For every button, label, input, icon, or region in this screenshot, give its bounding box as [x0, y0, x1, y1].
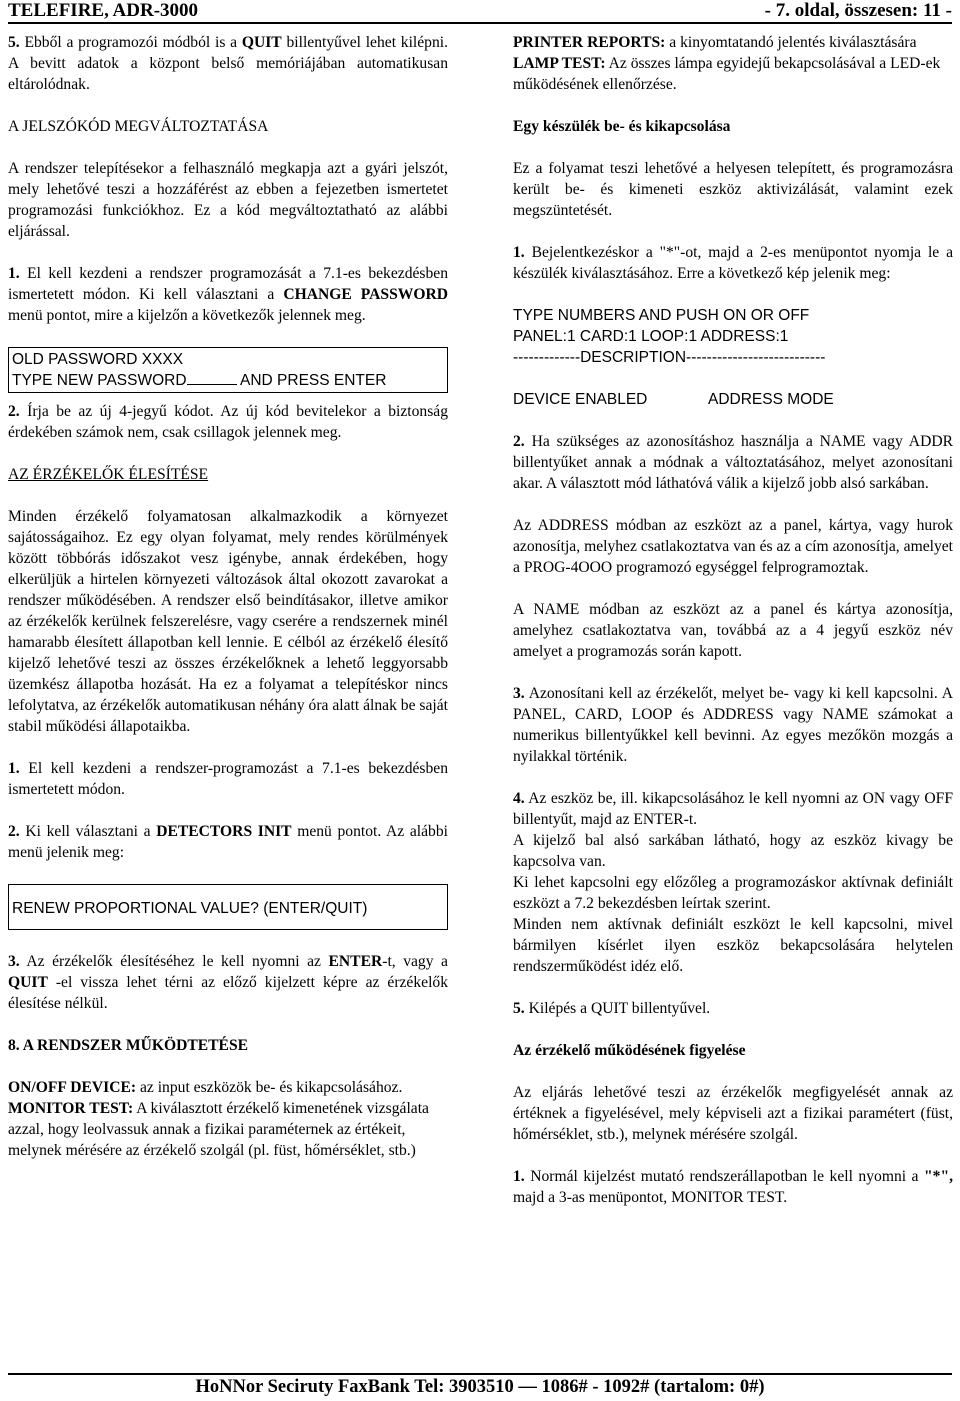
right-column	[513, 32, 953, 1229]
item-lamp-test: LAMP TEST: Az összes lámpa egyidejű bekapcsolásával a LED-ek működésének ellenőrzése.	[513, 55, 941, 93]
paragraph-address-mode: Az ADDRESS módban az eszközt az a panel, kártya, vagy hurok azonosítja, melyhez csatlakoztatva van és az a cím azonosítja, amelyet a PROG-4OOO programozó egységgel felprogramoztak.	[513, 517, 953, 576]
header-document-title: TELEFIRE, ADR-3000	[8, 0, 199, 21]
page-header	[8, 0, 952, 24]
heading-detector-monitor: Az érzékelő működésének figyelése	[513, 1042, 746, 1059]
blank-line	[187, 370, 237, 385]
paragraph-password-intro: A rendszer telepítésekor a felhasználó megkapja azt a gyári jelszót, mely lehetővé teszi a hozzáférést az ebben a fejezetben ismertetet programozási funkciókhoz. Ez a kód megváltoztatható az alábbi eljárással.	[8, 160, 448, 240]
paragraph-quit: 5. Ebből a programozói módból is a QUIT billentyűvel lehet kilépni. A bevitt adatok a központ belső memóriájában automatikusan eltárolódnak.	[8, 34, 448, 93]
step-4-note-display: A kijelző bal alsó sarkában látható, hogy az eszköz kivagy be kapcsolva van.	[513, 832, 953, 870]
step-3-device: 3. Azonosítani kell az érzékelőt, melyet be- vagy ki kell kapcsolni. A PANEL, CARD, LOOP és ADDRESS vagy NAME számokat a numerikus billentyűkkel kell bevinni. Az egyes mezőkön mozgás a nyilakkal történik.	[513, 685, 953, 765]
step-5-device: 5. Kilépés a QUIT billentyűvel.	[513, 1000, 711, 1017]
heading-system-operation: 8. A RENDSZER MŰKÖDTETÉSE	[8, 1037, 249, 1054]
display-box-renew: RENEW PROPORTIONAL VALUE? (ENTER/QUIT)	[8, 884, 448, 930]
display-device-screen: TYPE NUMBERS AND PUSH ON OR OFF PANEL:1 CARD:1 LOOP:1 ADDRESS:1 -------------DESCRIPTION--------------------------- DEVICE ENABLED ADDRESS MODE	[513, 307, 834, 408]
step-4-note-disable: Ki lehet kapcsolni egy előzőleg a programozáskor aktívnak definiált eszközt a 7.2 bekezdésben leírtak szerint.	[513, 874, 953, 912]
page-footer: HoNNor Seciruty FaxBank Tel: 3903510 — 1086# - 1092# (tartalom: 0#)	[8, 1373, 952, 1401]
heading-detector-init: AZ ÉRZÉKELŐK ÉLESÍTÉSE	[8, 466, 209, 483]
step-2-device: 2. Ha szükséges az azonosításhoz használja a NAME vagy ADDR billentyűket annak a módnak a változtatásához, melyet azonosítani akar. A választott mód láthatóvá válik a kijelző jobb alsó sarkában.	[513, 433, 953, 492]
paragraph-name-mode: A NAME módban az eszközt az a panel és kártya azonosítja, amelyhez csatlakoztatva van, továbbá az a 4 jegyű eszköz név amelyet a programozás során kapott.	[513, 601, 953, 660]
heading-password-change: A JELSZÓKÓD MEGVÁLTOZTATÁSA	[8, 118, 269, 135]
paragraph-detector-monitor: Az eljárás lehetővé teszi az érzékelők megfigyelését annak az értéknek a figyelésével, mely képviseli azt a fizikai paramétert (füst, hőmérséklet, stb.), melynek mérésére szolgál.	[513, 1084, 953, 1143]
step-4-device: 4. Az eszköz be, ill. kikapcsolásához le kell nyomni az ON vagy OFF billentyűt, majd az ENTER-t.	[513, 790, 953, 828]
step-1-device: 1. Bejelentkezéskor a "*"-ot, majd a 2-es menüpontot nyomja le a készülék kiválasztásához. Erre a következő kép jelenik meg:	[513, 244, 953, 282]
step-1-password: 1. El kell kezdeni a rendszer programozását a 7.1-es bekezdésben ismertetett módon. Ki kell választani a CHANGE PASSWORD menü pontot, mire a kijelzőn a következők jelennek meg.	[8, 265, 448, 324]
item-onoff-device: ON/OFF DEVICE: az input eszközök be- és kikapcsolásához.	[8, 1079, 403, 1096]
step-1-monitor: 1. Normál kijelzést mutató rendszerállapotban le kell nyomni a "*", majd a 3-as menüpontot, MONITOR TEST.	[513, 1168, 953, 1206]
heading-device-onoff: Egy készülék be- és kikapcsolása	[513, 118, 731, 135]
display-box-password: OLD PASSWORD XXXX TYPE NEW PASSWORD AND PRESS ENTER	[8, 347, 448, 393]
step-4-note-warning: Minden nem aktívnak definiált eszközt le kell kapcsolni, mivel bármilyen kísérlet ilyen eszköz bekapcsolására helytelen rendszerműködést idéz elő.	[513, 916, 953, 975]
step-3-detector: 3. Az érzékelők élesítéséhez le kell nyomni az ENTER-t, vagy a QUIT -el vissza lehet térni az előző kijelzett képre az érzékelők élesítése nélkül.	[8, 953, 448, 1012]
left-column	[8, 32, 448, 1161]
item-monitor-test: MONITOR TEST: A kiválasztott érzékelő kimenetének vizsgálata azzal, hogy leolvassuk annak a fizikai paraméternek az értékeit, melynek mérésére az érzékelő szolgál (pl. füst, hőmérséklet, stb.)	[8, 1100, 429, 1159]
header-page-number: - 7. oldal, összesen: 11 -	[764, 0, 952, 21]
step-2-password: 2. Írja be az új 4-jegyű kódot. Az új kód bevitelekor a biztonság érdekében számok nem, csak csillagok jelennek meg.	[8, 403, 448, 441]
paragraph-detector-init: Minden érzékelő folyamatosan alkalmazkodik a környezet sajátosságaihoz. Ez egy olyan folyamat, mely rendes körülmények között többórás időszakot vesz igénybe, annak érdekében, hogy elkerüljük a hirtelen környezeti változások által okozott zavarokat a rendszer működésében. A rendszer első beindításakor, illetve amikor az érzékelők kerülnek felszerelésre, vagy cserére a rendszernek minél hamarabb élesített állapotban kell lennie. E célból az érzékelő élesítő kijelző lehetővé teszi az összes érzékelőknek a lehető leggyorsabb üzemkész állapotba hozását. Ha ez a folyamat a telepítéskor nincs lefolytatva, az érzékelők automatikusan néhány óra alatt álnak be saját stabil működési állapotaikba.	[8, 508, 448, 735]
item-printer-reports: PRINTER REPORTS: a kinyomtatandó jelentés kiválasztására	[513, 34, 917, 51]
step-2-detector: 2. Ki kell választani a DETECTORS INIT menü pontot. Az alábbi menü jelenik meg:	[8, 823, 448, 861]
paragraph-device-onoff: Ez a folyamat teszi lehetővé a helyesen telepített, és programozásra került be- és kimeneti eszköz aktivizálását, valamint ezek megszüntetését.	[513, 160, 953, 219]
step-1-detector: 1. El kell kezdeni a rendszer-programozást a 7.1-es bekezdésben ismertetett módon.	[8, 760, 448, 798]
